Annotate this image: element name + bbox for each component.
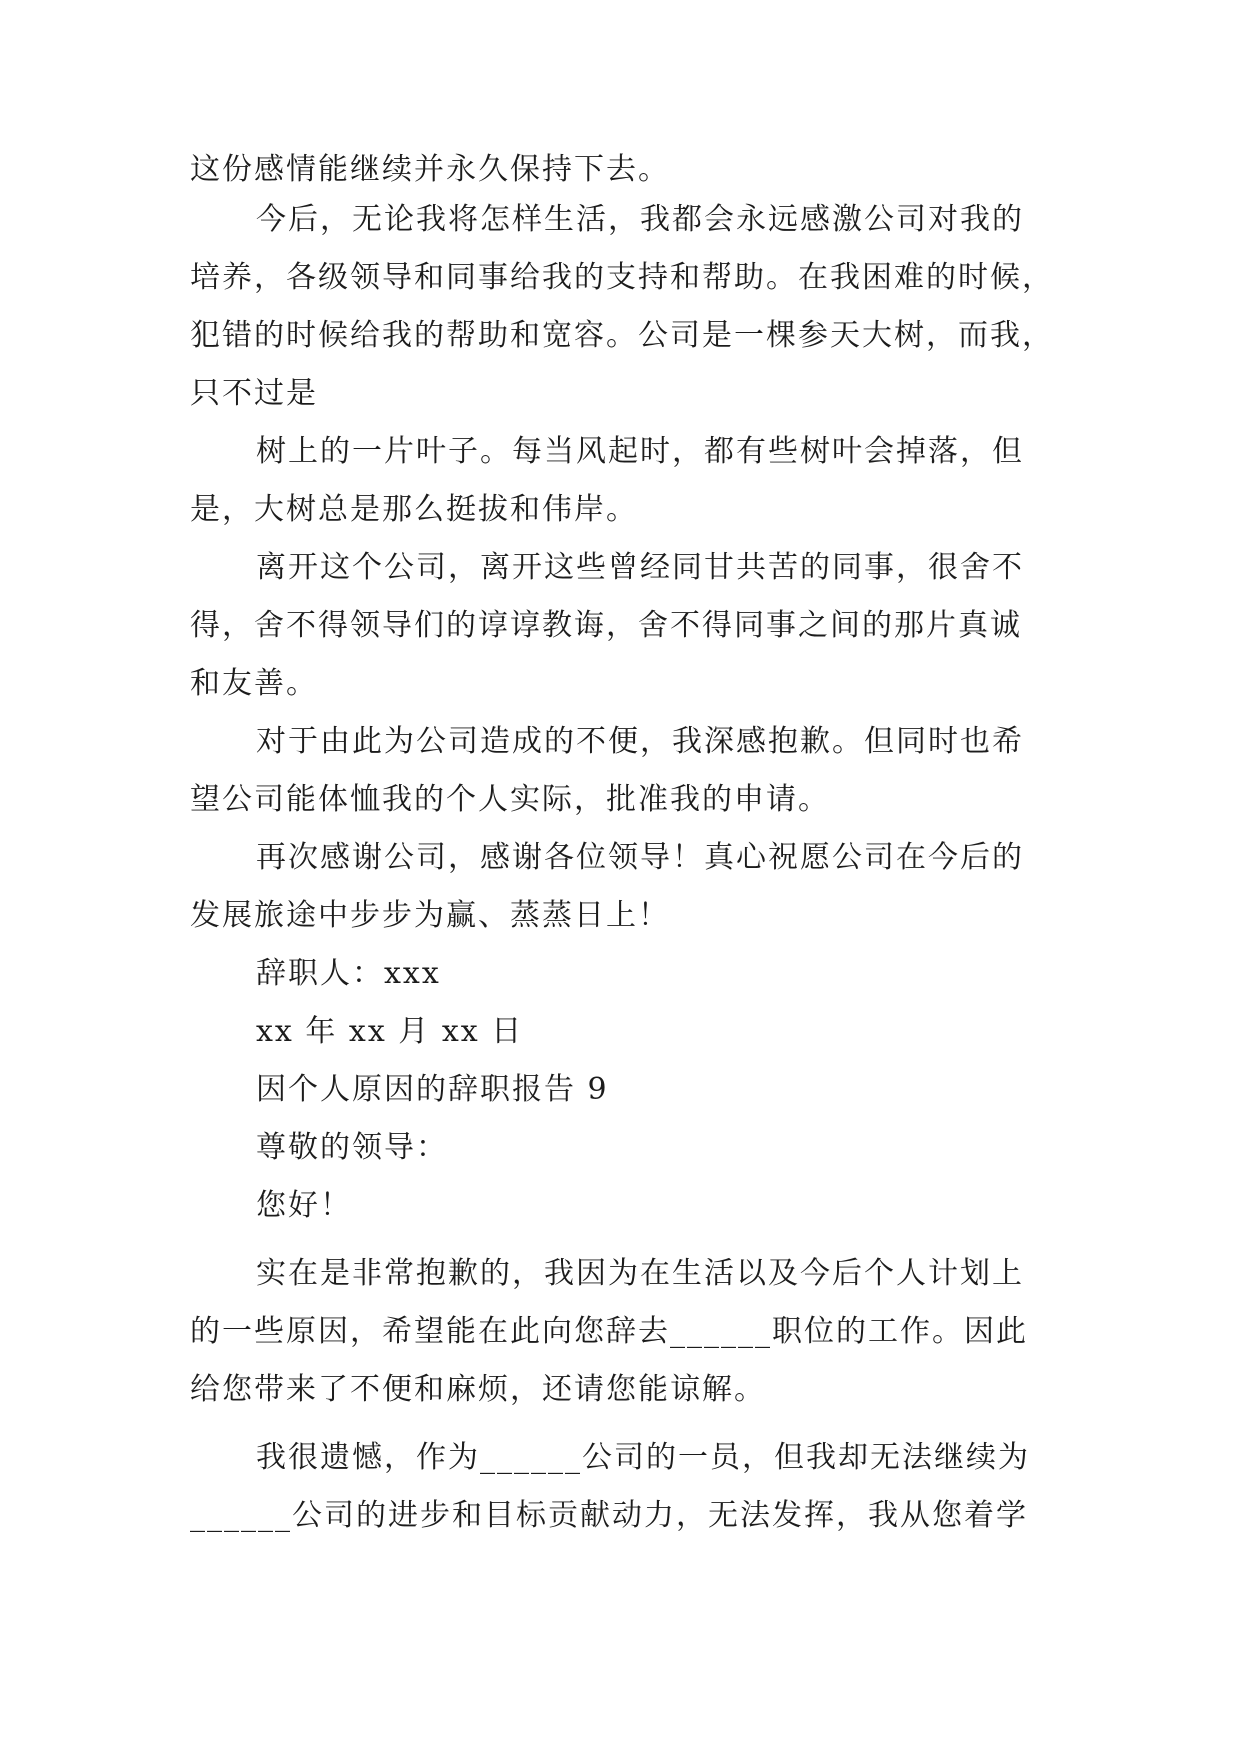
text-line: 树上的一片叶子。每当风起时，都有些树叶会掉落，但 [256,434,1024,469]
text-line: 只不过是 [190,376,318,411]
text-line: 得，舍不得领导们的谆谆教诲，舍不得同事之间的那片真诚 [190,608,1022,643]
text-line: 是，大树总是那么挺拔和伟岸。 [190,492,638,527]
text-line: 这份感情能继续并永久保持下去。 [190,152,670,187]
text-line: 培养，各级领导和同事给我的支持和帮助。在我困难的时候， [190,260,1054,295]
signature-name: 辞职人：xxx [256,956,441,991]
text-line: 对于由此为公司造成的不便，我深感抱歉。但同时也希 [256,724,1024,759]
text-line: 今后，无论我将怎样生活，我都会永远感激公司对我的 [256,202,1024,237]
signature-date: xx 年 xx 月 xx 日 [256,1014,524,1049]
greeting: 您好！ [256,1188,352,1223]
text-line: 的一些原因，希望能在此向您辞去______职位的工作。因此 [190,1314,1028,1349]
text-line: 我很遗憾，作为______公司的一员，但我却无法继续为 [256,1440,1030,1475]
section-title: 因个人原因的辞职报告 9 [256,1072,609,1107]
text-line: 和友善。 [190,666,318,701]
text-line: 望公司能体恤我的个人实际，批准我的申请。 [190,782,830,817]
text-line: 离开这个公司，离开这些曾经同甘共苦的同事，很舍不 [256,550,1024,585]
text-line: ______公司的进步和目标贡献动力，无法发挥，我从您着学 [190,1498,1028,1533]
text-line: 发展旅途中步步为赢、蒸蒸日上！ [190,898,670,933]
text-line: 实在是非常抱歉的，我因为在生活以及今后个人计划上 [256,1256,1024,1291]
text-line: 犯错的时候给我的帮助和宽容。公司是一棵参天大树，而我， [190,318,1054,353]
text-line: 给您带来了不便和麻烦，还请您能谅解。 [190,1372,766,1407]
text-line: 再次感谢公司，感谢各位领导！真心祝愿公司在今后的 [256,840,1024,875]
salutation: 尊敬的领导： [256,1130,448,1165]
